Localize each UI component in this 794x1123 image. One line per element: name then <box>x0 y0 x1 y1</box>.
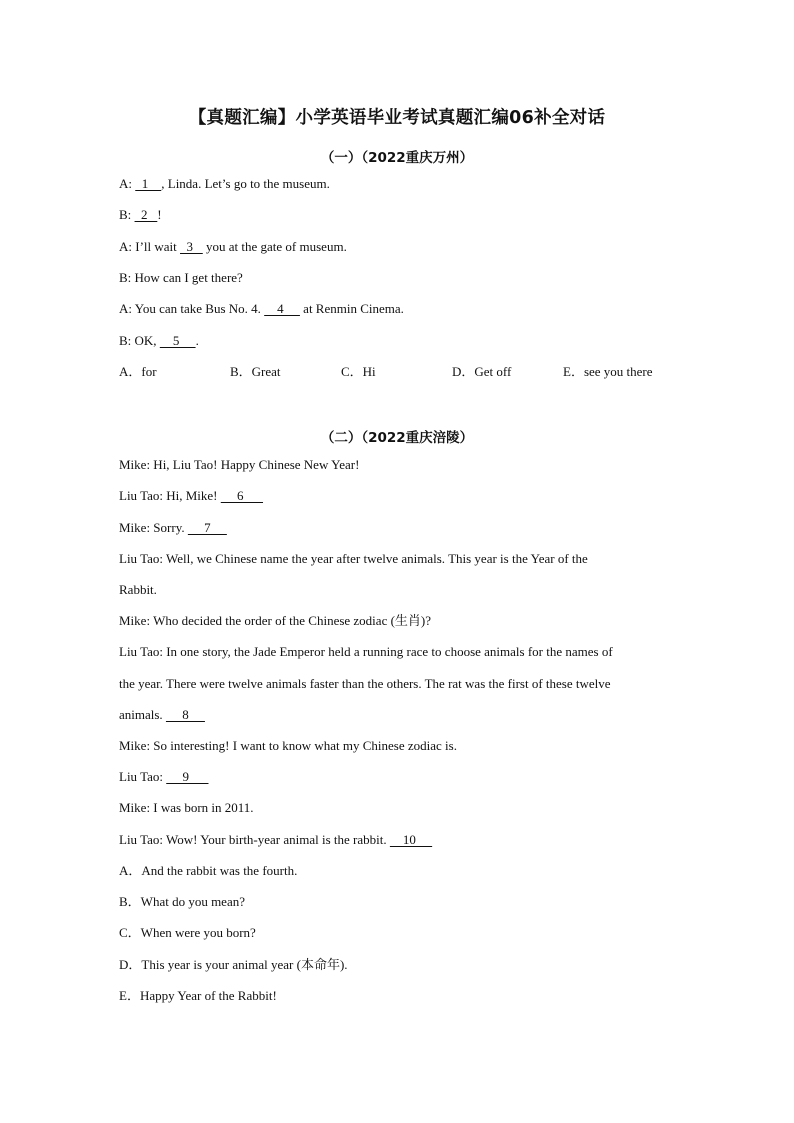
dialogue-line: Liu Tao: 9 <box>119 769 209 784</box>
answer-blank: 9 <box>166 769 209 784</box>
section2-heading: （二）（2022重庆涪陵） <box>320 430 474 446</box>
answer-blank: 5 <box>159 333 196 348</box>
answer-blank: 6 <box>220 488 264 503</box>
answer-blank: 3 <box>180 239 203 254</box>
dialogue-line: A: 1 , Linda. Let’s go to the museum. <box>119 176 330 191</box>
option-line: D．This year is your animal year (本命年). <box>119 957 348 972</box>
dialogue-line: Liu Tao: Well, we Chinese name the year after twelve animals. This year is the Year of the <box>119 551 588 566</box>
answer-blank: 1 <box>135 176 162 191</box>
option-line: E．Happy Year of the Rabbit! <box>119 988 277 1003</box>
dialogue-line: Liu Tao: Hi, Mike! 6 <box>119 488 264 503</box>
option-d: D．Get off <box>452 364 512 379</box>
option-a: A．for <box>119 364 157 379</box>
dialogue-line: animals. 8 <box>119 707 205 722</box>
dialogue-line: Liu Tao: Wow! Your birth-year animal is the rabbit. 10 <box>119 832 433 847</box>
dialogue-line: A: I’ll wait 3 you at the gate of museum. <box>119 239 347 254</box>
dialogue-line: A: You can take Bus No. 4. 4 at Renmin Cinema. <box>119 301 404 316</box>
answer-blank: 2 <box>134 207 158 222</box>
dialogue-line: Mike: Sorry. 7 <box>119 520 227 535</box>
dialogue-line: Mike: So interesting! I want to know what my Chinese zodiac is. <box>119 738 457 753</box>
option-line: A．And the rabbit was the fourth. <box>119 863 298 878</box>
answer-blank: 10 <box>389 832 433 847</box>
dialogue-line: Mike: Who decided the order of the Chinese zodiac (生肖)? <box>119 613 432 628</box>
option-c: C．Hi <box>341 364 376 379</box>
answer-blank: 4 <box>264 301 300 316</box>
section1-heading: （一）（2022重庆万州） <box>320 150 474 166</box>
page-title: 【真题汇编】小学英语毕业考试真题汇编06补全对话 <box>188 108 606 128</box>
dialogue-line: Mike: Hi, Liu Tao! Happy Chinese New Year! <box>119 457 360 472</box>
dialogue-line: B: OK, 5 . <box>119 333 199 348</box>
option-line: B．What do you mean? <box>119 894 245 909</box>
dialogue-line: Liu Tao: In one story, the Jade Emperor held a running race to choose animals for the names of <box>119 644 613 659</box>
dialogue-line: B: 2 ! <box>119 207 162 222</box>
option-line: C．When were you born? <box>119 925 256 940</box>
answer-blank: 8 <box>165 707 205 722</box>
dialogue-line: Mike: I was born in 2011. <box>119 800 254 815</box>
answer-blank: 7 <box>187 520 227 535</box>
dialogue-line: B: How can I get there? <box>119 270 243 285</box>
dialogue-line: Rabbit. <box>119 582 157 597</box>
option-b: B．Great <box>230 364 281 379</box>
dialogue-line: the year. There were twelve animals faster than the others. The rat was the first of these twelve <box>119 676 611 691</box>
option-e: E．see you there <box>563 364 653 379</box>
